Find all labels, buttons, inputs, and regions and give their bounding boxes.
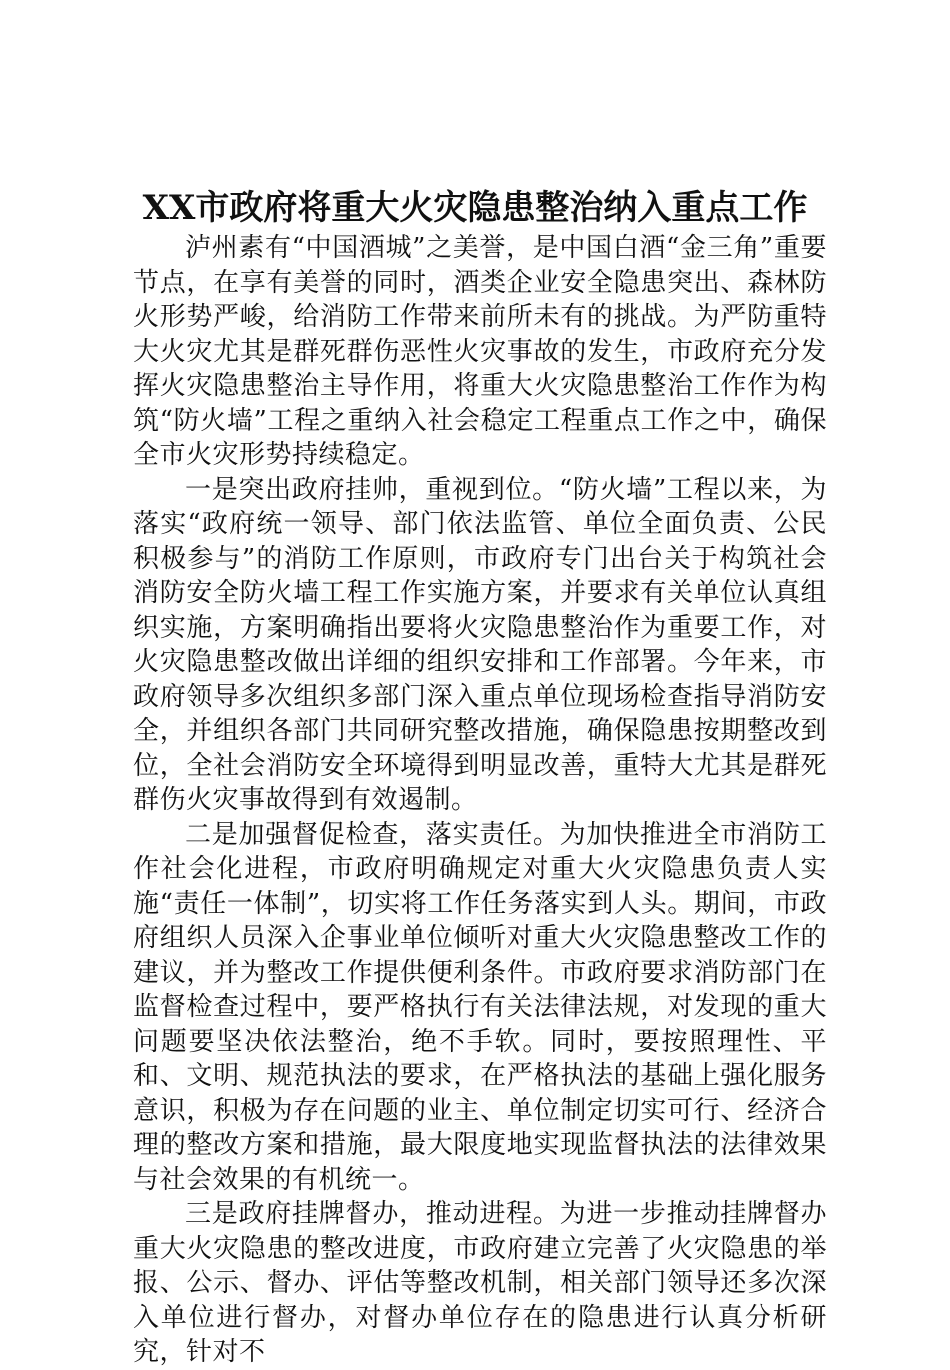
paragraph-point-one: 一是突出政府挂帅，重视到位。“防火墙”工程以来，为落实“政府统一领导、部门依法监管、单位全面负责、公民积极参与”的消防工作原则，市政府专门出台关于构筑社会消防安全防火墙工程工作实施方案，并要求有关单位认真组织实施，方案明确指出要将火灾隐患整治作为重要工作，对火灾隐患整改做出详细的组织安排和工作部署。今年来，市政府领导多次组织多部门深入重点单位现场检查指导消防安全，并组织各部门共同研究整改措施，确保隐患按期整改到位，全社会消防安全环境得到明显改善，重特大尤其是群死群伤火灾事故得到有效遏制。	[133, 474, 827, 815]
paragraph-intro: 泸州素有“中国酒城”之美誉，是中国白酒“金三角”重要节点，在享有美誉的同时，酒类企业安全隐患突出、森林防火形势严峻，给消防工作带来前所未有的挑战。为严防重特大火灾尤其是群死群伤恶性火灾事故的发生，市政府充分发挥火灾隐患整治主导作用，将重大火灾隐患整治工作作为构筑“防火墙”工程之重纳入社会稳定工程重点工作之中，确保全市火灾形势持续稳定。	[133, 233, 827, 470]
document-body	[133, 231, 827, 1370]
paragraph-point-two: 二是加强督促检查，落实责任。为加快推进全市消防工作社会化进程，市政府明确规定对重大火灾隐患负责人实施“责任一体制”，切实将工作任务落实到人头。期间，市政府组织人员深入企事业单位倾听对重大火灾隐患整改工作的建议，并为整改工作提供便利条件。市政府要求消防部门在监督检查过程中，要严格执行有关法律法规，对发现的重大问题要坚决依法整治，绝不手软。同时，要按照理性、平和、文明、规范执法的要求，在严格执法的基础上强化服务意识，积极为存在问题的业主、单位制定切实可行、经济合理的整改方案和措施，最大限度地实现监督执法的法律效果与社会效果的有机统一。	[133, 819, 827, 1195]
document-title: XX市政府将重大火灾隐患整治纳入重点工作	[142, 188, 808, 228]
paragraph-point-three: 三是政府挂牌督办，推动进程。为进一步推动挂牌督办重大火灾隐患的整改进度，市政府建立完善了火灾隐患的举报、公示、督办、评估等整改机制，相关部门领导还多次深入单位进行督办，对督办单位存在的隐患进行认真分析研究，针对不	[133, 1199, 827, 1367]
